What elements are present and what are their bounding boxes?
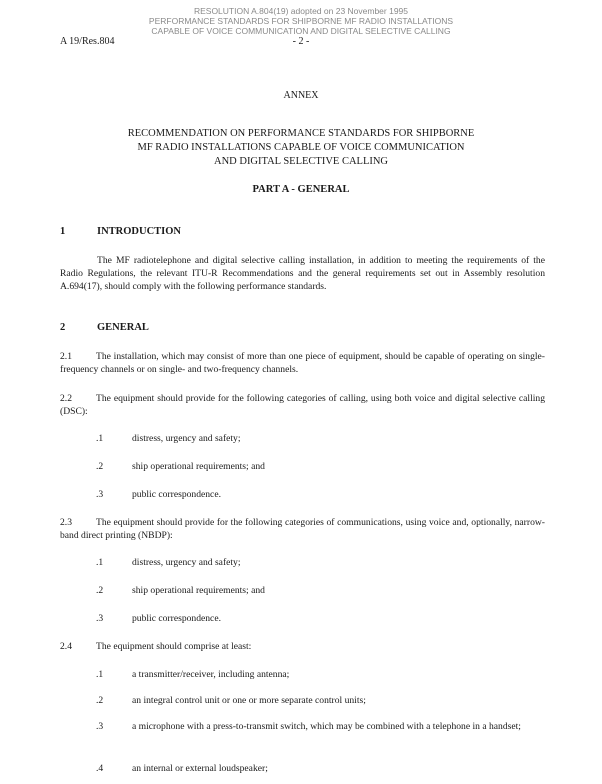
list-item	[60, 612, 545, 625]
list-item-text: an internal or external loudspeaker;	[132, 763, 268, 774]
header-title-line-2: CAPABLE OF VOICE COMMUNICATION AND DIGITAL SELECTIVE CALLING	[151, 26, 451, 36]
paragraph-text: The equipment should provide for the following categories of calling, using both voice and digital selective calling (DSC):	[60, 393, 545, 417]
paragraph-number: 2.4	[60, 641, 72, 652]
list-item-text: public correspondence.	[132, 489, 221, 500]
paragraph-2-2	[60, 392, 545, 418]
section-number: 2	[60, 322, 66, 333]
paragraph-text: The equipment should provide for the following categories of communications, using voice and, optionally, narrow-band direct printing (NBDP):	[60, 517, 545, 541]
paragraph-number: 2.1	[60, 351, 72, 362]
list-item-text: ship operational requirements; and	[132, 461, 265, 472]
section-1-heading	[60, 226, 181, 237]
list-item	[60, 488, 545, 501]
title-line-2: MF RADIO INSTALLATIONS CAPABLE OF VOICE COMMUNICATION	[137, 142, 465, 153]
paragraph-2-1	[60, 350, 545, 376]
list-item-number: .3	[96, 721, 104, 732]
list-item	[60, 668, 545, 681]
title-line-1: RECOMMENDATION ON PERFORMANCE STANDARDS FOR SHIPBORNE	[127, 128, 475, 139]
list-item-number: .3	[96, 489, 104, 500]
list-item-number: .1	[96, 669, 104, 680]
paragraph-text: The equipment should comprise at least:	[96, 641, 252, 652]
header-resolution-line: RESOLUTION A.804(19) adopted on 23 November 1995	[193, 6, 409, 16]
list-item-text: public correspondence.	[132, 613, 221, 624]
section-number: 1	[60, 226, 66, 237]
list-item-number: .2	[96, 585, 104, 596]
section-title: GENERAL	[97, 322, 149, 333]
list-item	[60, 460, 545, 473]
list-item	[60, 584, 545, 597]
list-item-number: .1	[96, 433, 104, 444]
paragraph-2-3	[60, 516, 545, 542]
document-reference: A 19/Res.804	[60, 36, 115, 47]
paragraph-number: 2.3	[60, 517, 72, 528]
list-item-text: distress, urgency and safety;	[132, 433, 241, 444]
list-item-text: an integral control unit or one or more separate control units;	[132, 695, 366, 706]
section-1-paragraph: The MF radiotelephone and digital selective calling installation, in addition to meeting the requirements of the Radio Regulations, the relevant ITU-R Recommendations and the general requirements set out in Assembly resolution A.694(17), should comply with the following performance standards.	[60, 255, 545, 292]
part-heading: PART A - GENERAL	[252, 184, 350, 195]
paragraph-text: The installation, which may consist of more than one piece of equipment, should be capable of operating on single-frequency channels or on single- and two-frequency channels.	[60, 351, 545, 375]
list-item	[60, 432, 545, 445]
list-item-number: .2	[96, 695, 104, 706]
list-item	[60, 694, 545, 707]
paragraph-number: 2.2	[60, 393, 72, 404]
list-item-number: .4	[96, 763, 104, 774]
list-item	[60, 720, 545, 733]
list-item	[60, 556, 545, 569]
paragraph-2-4	[60, 640, 545, 653]
section-2-heading	[60, 322, 149, 333]
list-item-text: ship operational requirements; and	[132, 585, 265, 596]
list-item-number: .3	[96, 613, 104, 624]
section-title: INTRODUCTION	[97, 226, 182, 237]
list-item-text: a transmitter/receiver, including antenna;	[132, 669, 290, 680]
list-item-number: .1	[96, 557, 104, 568]
annex-heading: ANNEX	[283, 90, 319, 101]
list-item-number: .2	[96, 461, 104, 472]
page-number: - 2 -	[292, 36, 310, 47]
header-title-line-1: PERFORMANCE STANDARDS FOR SHIPBORNE MF RADIO INSTALLATIONS	[148, 16, 454, 26]
title-line-3: AND DIGITAL SELECTIVE CALLING	[213, 156, 389, 167]
list-item	[60, 762, 545, 775]
list-item-text: a microphone with a press-to-transmit switch, which may be combined with a telephone in a handset;	[132, 721, 521, 732]
list-item-text: distress, urgency and safety;	[132, 557, 241, 568]
